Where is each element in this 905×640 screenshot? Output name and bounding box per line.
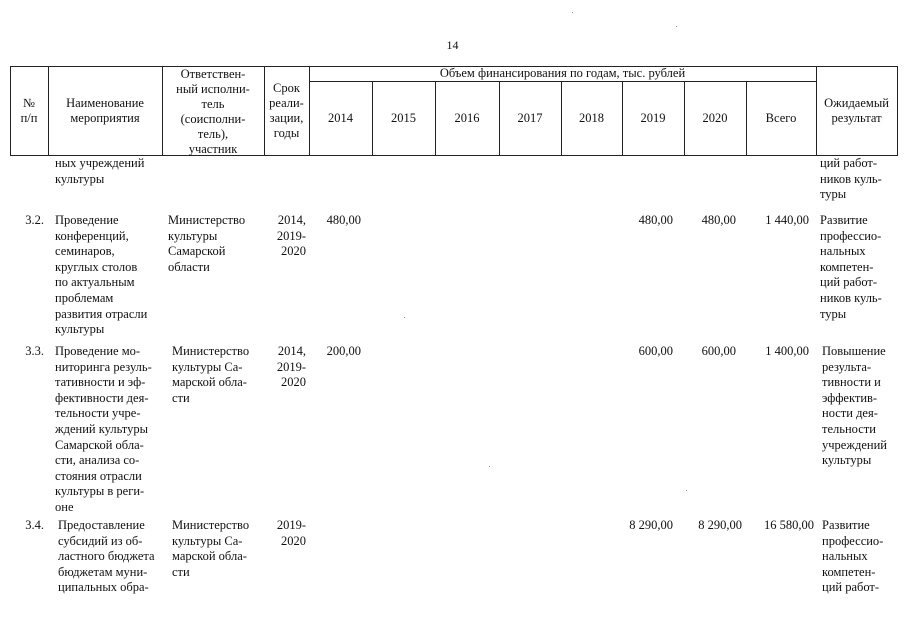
row-value-2020: 8 290,00 [698,518,742,532]
header-year-2020: 2020 [702,111,728,125]
row-value-2014: 200,00 [326,344,361,358]
header-year-2016: 2016 [454,111,480,125]
row-responsible: Министерство культуры Са- марской обла- сти [172,518,250,579]
row-expected: Развитие профессио- нальных компетен- ций работ- [822,518,884,595]
row-responsible: Министерство культуры Са- марской обла- сти [172,344,250,405]
row-total: 16 580,00 [764,518,814,532]
row-value-2019: 8 290,00 [629,518,673,532]
row-num: 3.4. [25,518,44,532]
row-name: Проведение мо- ниторинга резуль- тативности и эф- фективности дея- тельности учре- ждений культуры Самарской обла- сти, анализа со- стояния отрасли культуры в реги- оне [55,344,152,514]
row-name: Предоставление субсидий из об- ластного бюджета бюджетам муни- ципальных обра- [58,518,155,595]
row-term: 2014, 2019- 2020 [276,344,306,390]
row-num: 3.2. [25,213,44,227]
row-expected: ций работ- ников куль- туры [820,156,882,202]
header-year-2018: 2018 [579,111,604,125]
row-total: 1 440,00 [765,213,809,227]
col-border-13 [897,66,898,156]
scan-speck [489,466,490,467]
row-value-2019: 600,00 [638,344,673,358]
row-total: 1 400,00 [765,344,809,358]
row-name: ных учреждений культуры [55,156,145,186]
header-total: Всего [765,111,797,125]
row-value-2020: 480,00 [701,213,736,227]
row-term: 2014, 2019- 2020 [276,213,306,259]
scan-speck [676,26,677,27]
funding-subheader-line [309,81,817,82]
scan-speck [686,490,687,491]
header-name: Наименование мероприятия [66,96,144,125]
header-term: Срок реали- зации, годы [269,81,304,140]
header-year-2015: 2015 [391,111,416,125]
header-year-2017: 2017 [517,111,543,125]
row-value-2020: 600,00 [701,344,736,358]
scan-speck [572,12,573,13]
row-expected: Развитие профессио- нальных компетен- ций работ- ников куль- туры [820,213,882,321]
row-value-2014: 480,00 [326,213,361,227]
header-year-2019: 2019 [640,111,666,125]
header-funding: Объем финансирования по годам, тыс. рублей [439,66,686,80]
header-year-2014: 2014 [328,111,353,125]
scan-speck [404,317,405,318]
header-responsible: Ответствен- ный исполни- тель (соисполни- тель), участник [176,67,250,156]
page-number: 14 [446,38,459,52]
row-responsible: Министерство культуры Самарской области [168,213,246,274]
row-num: 3.3. [25,344,44,358]
row-value-2019: 480,00 [638,213,673,227]
row-term: 2019- 2020 [276,518,306,548]
header-expected: Ожидаемый результат [824,96,889,125]
row-expected: Повышение результа- тивности и эффектив- ности дея- тельности учреждений культуры [822,344,887,468]
row-name: Проведение конференций, семинаров, круглых столов по актуальным проблемам развития отрасли культуры [55,213,148,337]
header-num: № п/п [20,96,38,125]
